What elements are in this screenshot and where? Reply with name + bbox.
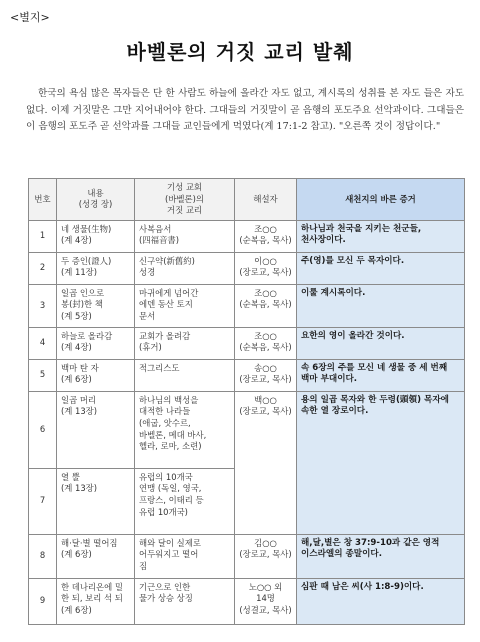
row-commentator: 송○○ (장로교, 목사) bbox=[235, 359, 297, 391]
header-content: 내용 (성경 장) bbox=[57, 179, 135, 221]
table-row bbox=[29, 534, 465, 578]
row-commentator: 조○○ (순복음, 목사) bbox=[235, 220, 297, 252]
row-doctrine: 해와 달이 실제로 어두워지고 떨어 짐 bbox=[135, 534, 235, 578]
doctrine-table bbox=[28, 178, 465, 625]
row-doctrine: 기근으로 인한 물가 상승 상징 bbox=[135, 578, 235, 624]
row-number: 7 bbox=[29, 468, 57, 534]
row-commentator: 조○○ (순복음, 목사) bbox=[235, 284, 297, 327]
row-number: 4 bbox=[29, 327, 57, 359]
row-evidence: 용의 일곱 목자와 한 두령(頭領) 목자에 속한 열 장로이다. bbox=[297, 391, 465, 534]
table-row bbox=[29, 578, 465, 624]
row-content: 일곱 머리 (계 13장) bbox=[57, 391, 135, 468]
header-number: 번호 bbox=[29, 179, 57, 221]
page-title: 바벨론의 거짓 교리 발췌 bbox=[126, 40, 354, 64]
row-content: 한 데나리온에 밀 한 되, 보리 석 되 (계 6장) bbox=[57, 578, 135, 624]
row-doctrine: 하나님의 백성을 대적한 나라들 (애굽, 앗수르, 바벨론, 메대 바사, 헬라, 로마, 소련) bbox=[135, 391, 235, 468]
row-content: 열 뿔 (계 13장) bbox=[57, 468, 135, 534]
row-doctrine: 교회가 올려감 (휴거) bbox=[135, 327, 235, 359]
table-header-row bbox=[29, 179, 465, 221]
table-row bbox=[29, 327, 465, 359]
header-doctrine: 기성 교회 (바벨론)의 거짓 교리 bbox=[135, 179, 235, 221]
row-doctrine: 신구약(新舊約) 성경 bbox=[135, 252, 235, 284]
row-doctrine: 사복음서 (四福音書) bbox=[135, 220, 235, 252]
row-evidence: 하나님과 천국을 지키는 천군들, 천사장이다. bbox=[297, 220, 465, 252]
row-commentator: 김○○ (장로교, 목사) bbox=[235, 534, 297, 578]
row-number: 5 bbox=[29, 359, 57, 391]
row-doctrine: 적그리스도 bbox=[135, 359, 235, 391]
row-commentator: 노○○ 외 14명 (성결교, 목사) bbox=[235, 578, 297, 624]
row-content: 일곱 인으로 봉(封)한 책 (계 5장) bbox=[57, 284, 135, 327]
header-evidence: 새천지의 바른 증거 bbox=[297, 179, 465, 221]
table-row bbox=[29, 391, 465, 468]
row-content: 백마 탄 자 (계 6장) bbox=[57, 359, 135, 391]
table-row bbox=[29, 252, 465, 284]
table-row bbox=[29, 284, 465, 327]
intro-paragraph: 한국의 욕심 많은 목자들은 단 한 사람도 하늘에 올라간 자도 없고, 계시록의 성취를 본 자도 들은 자도 없다. 이제 거짓말은 그만 지어내어야 한다. 그대들의 거짓말이 곧 음행의 포도주요 선악과이다. 그대들은 이 음행의 포도주 곧 선악과를 그대들 교인들에게 먹였다(계 17:1-2 참고). "오른쪽 것이 정답이다." bbox=[26, 88, 464, 133]
row-commentator: 조○○ (순복음, 목사) bbox=[235, 327, 297, 359]
row-number: 3 bbox=[29, 284, 57, 327]
row-doctrine: 마귀에게 넘어간 에덴 동산 토지 문서 bbox=[135, 284, 235, 327]
row-number: 8 bbox=[29, 534, 57, 578]
row-number: 1 bbox=[29, 220, 57, 252]
row-evidence: 심판 때 남은 씨(사 1:8-9)이다. bbox=[297, 578, 465, 624]
row-evidence: 이룰 계시록이다. bbox=[297, 284, 465, 327]
row-commentator: 이○○ (장로교, 목사) bbox=[235, 252, 297, 284]
row-content: 두 증인(證人) (계 11장) bbox=[57, 252, 135, 284]
row-evidence: 주(영)를 모신 두 목자이다. bbox=[297, 252, 465, 284]
row-content: 하늘로 올라감 (계 4장) bbox=[57, 327, 135, 359]
table-row bbox=[29, 220, 465, 252]
row-number: 9 bbox=[29, 578, 57, 624]
row-number: 2 bbox=[29, 252, 57, 284]
row-content: 네 생물(生物) (계 4장) bbox=[57, 220, 135, 252]
row-content: 해·달·별 떨어짐 (계 6장) bbox=[57, 534, 135, 578]
row-evidence: 해,달,별은 창 37:9-10과 같은 영적 이스라엘의 종말이다. bbox=[297, 534, 465, 578]
row-evidence: 요한의 영이 올라간 것이다. bbox=[297, 327, 465, 359]
header-commentator: 해설자 bbox=[235, 179, 297, 221]
attachment-label: <별지> bbox=[10, 11, 50, 24]
row-evidence: 속 6장의 주를 모신 네 생물 중 세 번째 백마 부대이다. bbox=[297, 359, 465, 391]
row-doctrine: 유럽의 10개국 연맹 (독일, 영국, 프랑스, 이태리 등 유럽 10개국) bbox=[135, 468, 235, 534]
row-commentator: 백○○ (장로교, 목사) bbox=[235, 391, 297, 534]
row-number: 6 bbox=[29, 391, 57, 468]
table-row bbox=[29, 359, 465, 391]
